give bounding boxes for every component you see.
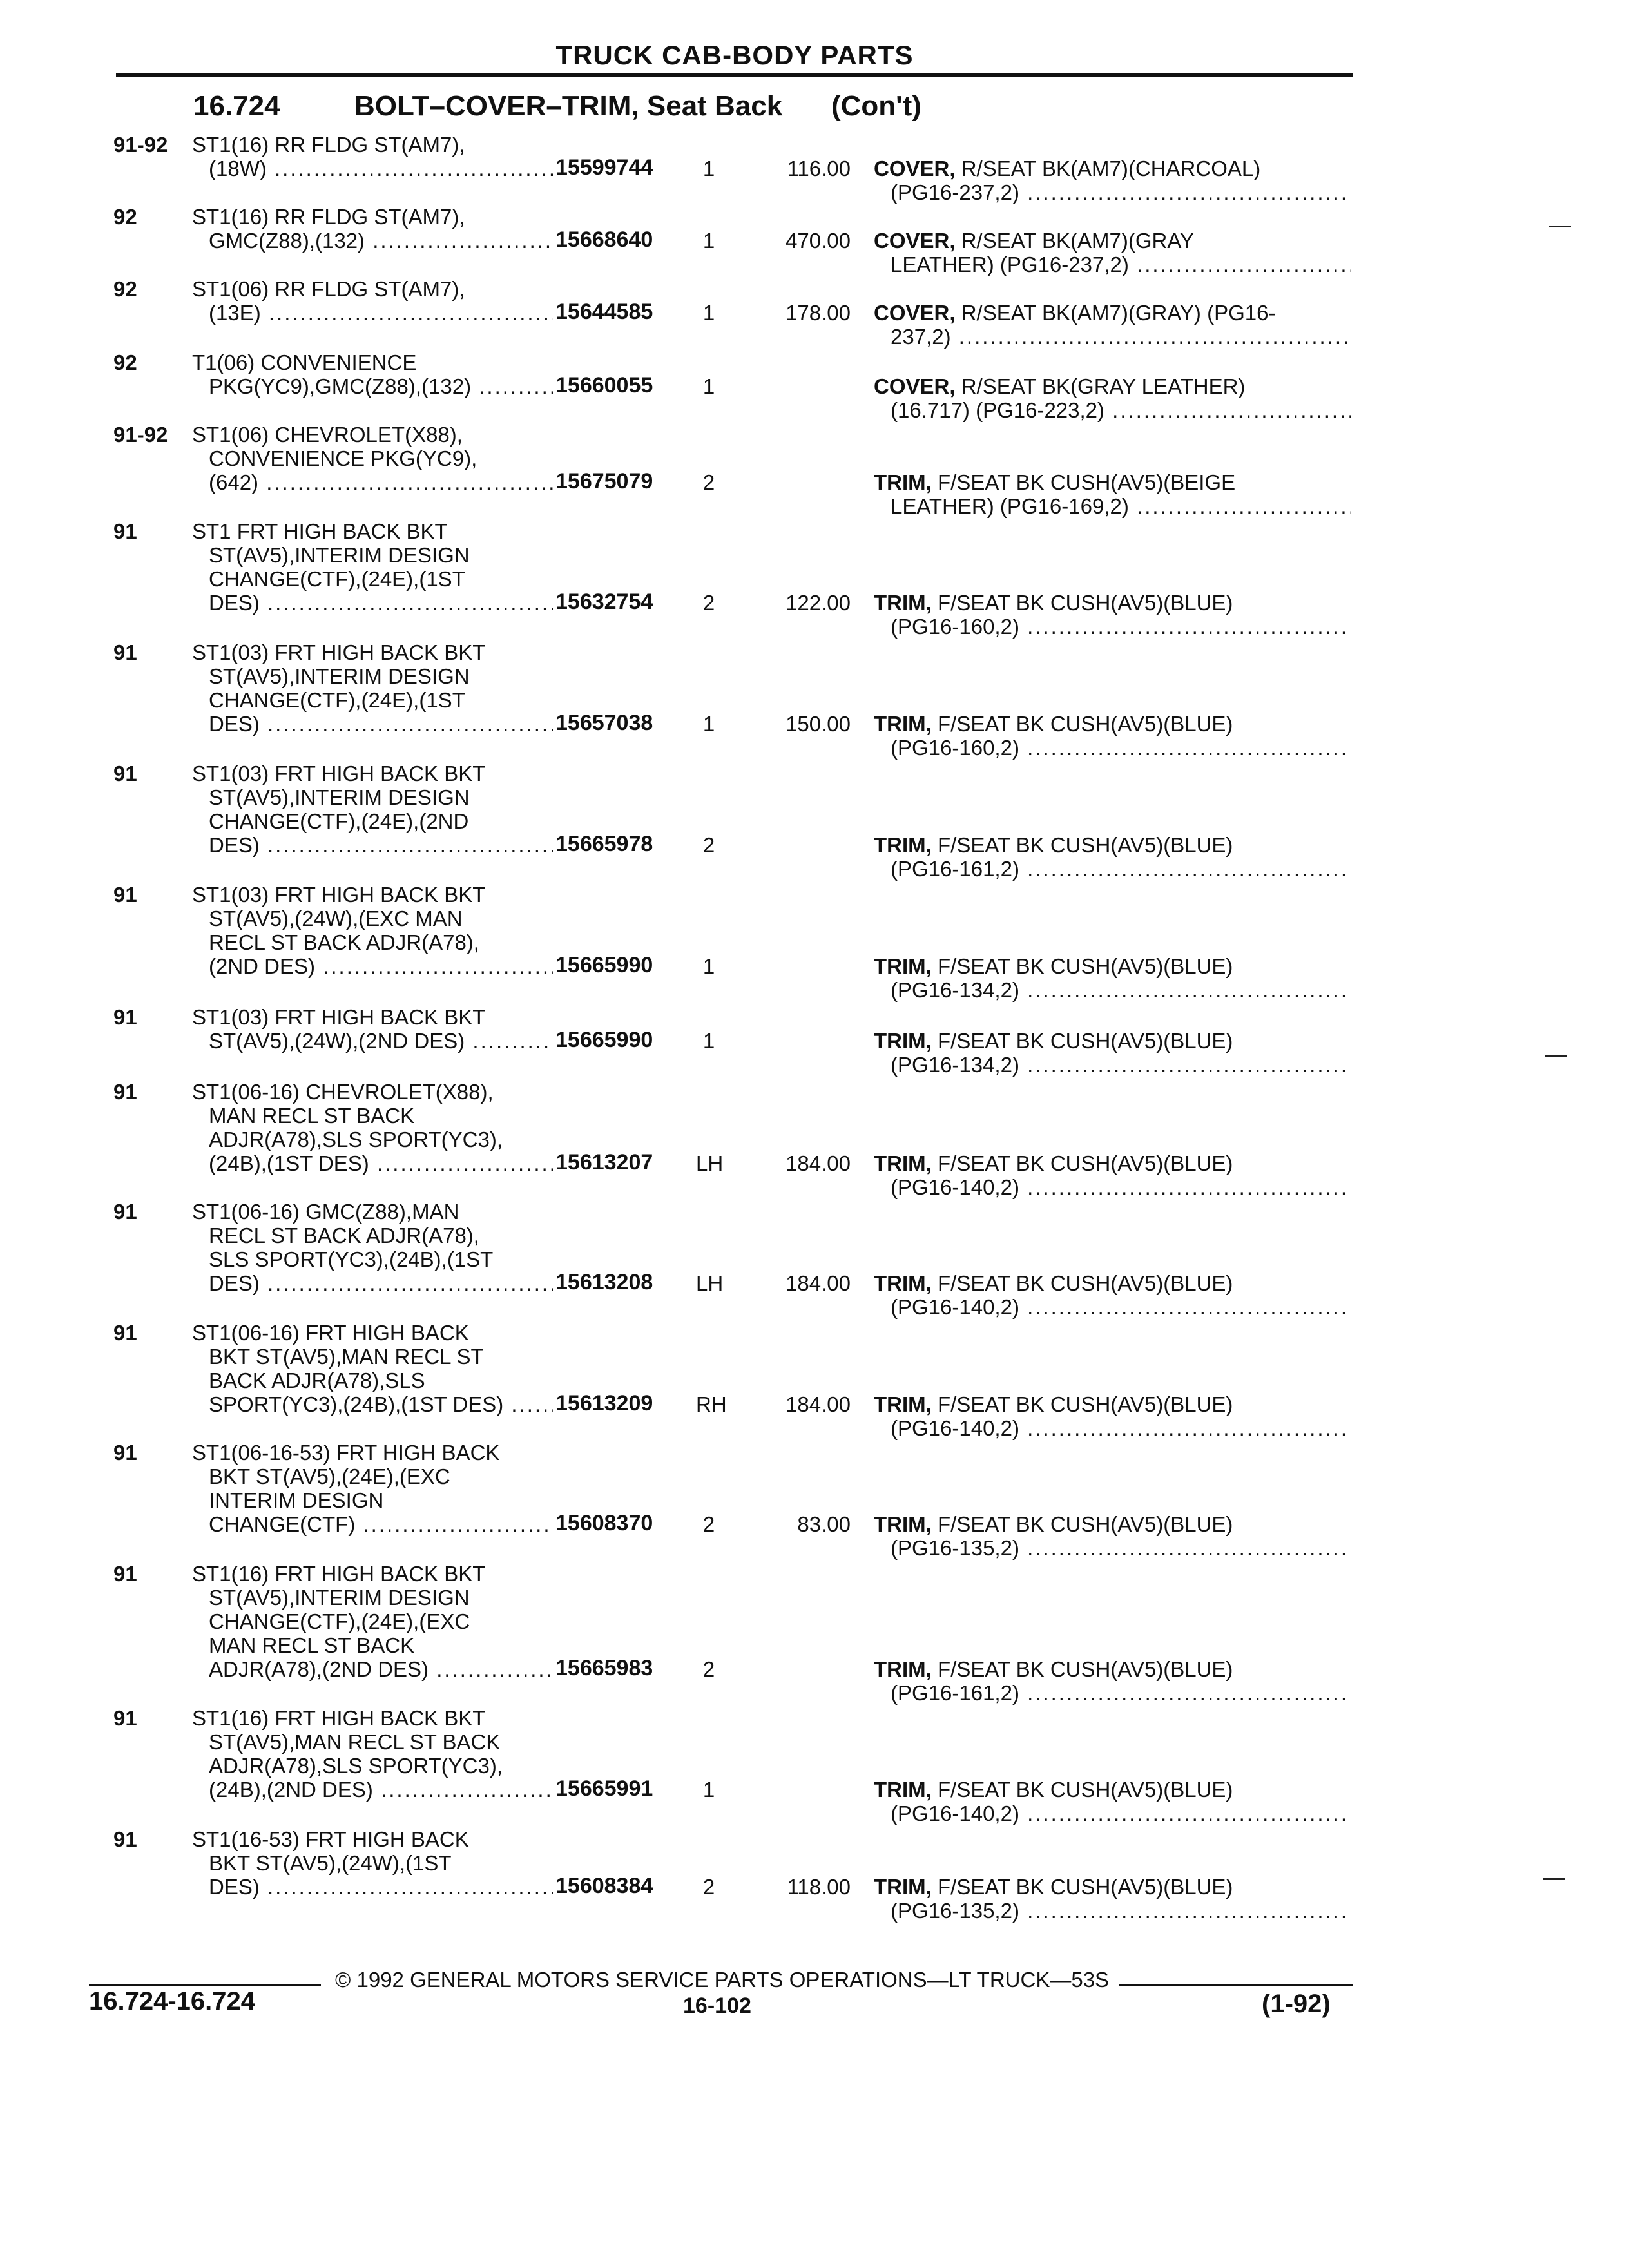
- catalog-keyword: COVER,: [874, 229, 956, 253]
- catalog-line: [874, 301, 1351, 325]
- model-year: 91: [113, 1200, 137, 1224]
- quantity: RH: [696, 1392, 727, 1416]
- usage-description: [192, 1441, 553, 1536]
- catalog-reference: (PG16-160,2) .....: [874, 615, 1351, 639]
- part-number: 15632754: [555, 590, 653, 614]
- catalog-keyword: TRIM,: [874, 1029, 932, 1053]
- usage-line: ADJR(A78),SLS SPORT(YC3),: [209, 1754, 503, 1778]
- usage-line: BKT ST(AV5),MAN RECL ST: [209, 1345, 484, 1369]
- catalog-detail: F/SEAT BK CUSH(AV5)(BLUE): [938, 1875, 1233, 1899]
- usage-line: ST1(06-16) GMC(Z88),MAN: [192, 1200, 459, 1224]
- usage-line: CHANGE(CTF),(24E),(2ND: [209, 809, 469, 833]
- catalog-keyword: TRIM,: [874, 1271, 932, 1295]
- catalog-detail: R/SEAT BK(AM7)(CHARCOAL): [961, 157, 1261, 180]
- price: 83.00: [797, 1512, 851, 1536]
- catalog-keyword: COVER,: [874, 301, 956, 325]
- catalog-reference: LEATHER) (PG16-237,2) .....: [874, 253, 1351, 276]
- catalog-reference: (PG16-134,2) .....: [874, 1053, 1351, 1077]
- usage-line: ST(AV5),INTERIM DESIGN: [209, 664, 470, 688]
- usage-line: ADJR(A78),SLS SPORT(YC3),: [209, 1128, 503, 1151]
- footer-rule-right: [1119, 1984, 1353, 1986]
- catalog-line: [874, 1778, 1351, 1802]
- usage-line: DES) .....: [192, 1271, 553, 1295]
- usage-description: [192, 1827, 553, 1899]
- part-number: 15599744: [555, 155, 653, 180]
- usage-line: SLS SPORT(YC3),(24B),(1ST: [209, 1247, 494, 1271]
- usage-line: ST1(16-53) FRT HIGH BACK: [192, 1827, 469, 1851]
- usage-line: CHANGE(CTF),(24E),(1ST: [209, 567, 465, 591]
- section-title: BOLT–COVER–TRIM, Seat Back: [354, 90, 783, 122]
- price: 184.00: [786, 1271, 851, 1295]
- usage-line: (18W) .....: [192, 157, 553, 180]
- catalog-keyword: TRIM,: [874, 954, 932, 978]
- usage-line: CHANGE(CTF),(24E),(EXC: [209, 1610, 470, 1633]
- usage-line: ST1(03) FRT HIGH BACK BKT: [192, 762, 486, 785]
- usage-line: ST1(06-16) CHEVROLET(X88),: [192, 1080, 494, 1104]
- usage-description: [192, 1706, 553, 1802]
- usage-line: ST1(06) CHEVROLET(X88),: [192, 423, 463, 447]
- catalog-detail: F/SEAT BK CUSH(AV5)(BEIGE: [938, 470, 1236, 494]
- catalog-description: [874, 229, 1351, 276]
- usage-line: ST1(03) FRT HIGH BACK BKT: [192, 640, 486, 664]
- catalog-line: [874, 1512, 1351, 1536]
- price: 470.00: [786, 229, 851, 253]
- usage-line: ST(AV5),(24W),(EXC MAN: [209, 907, 463, 930]
- catalog-keyword: TRIM,: [874, 712, 932, 736]
- quantity: 1: [702, 712, 715, 736]
- catalog-reference: (16.717) (PG16-223,2) .....: [874, 398, 1351, 422]
- usage-description: [192, 423, 553, 494]
- catalog-keyword: TRIM,: [874, 470, 932, 494]
- margin-mark: [1545, 1055, 1567, 1057]
- section-continued: (Con't): [831, 90, 921, 122]
- catalog-line: [874, 712, 1351, 736]
- catalog-description: [874, 470, 1351, 518]
- quantity: 1: [702, 301, 715, 325]
- model-year: 91: [113, 1827, 137, 1851]
- usage-description: [192, 133, 553, 180]
- catalog-description: [874, 1029, 1351, 1077]
- catalog-line: [874, 1875, 1351, 1899]
- usage-line: RECL ST BACK ADJR(A78),: [209, 930, 479, 954]
- price: 184.00: [786, 1151, 851, 1175]
- usage-description: [192, 205, 553, 253]
- price: 116.00: [787, 157, 851, 180]
- part-number: 15665983: [555, 1656, 653, 1680]
- catalog-detail: F/SEAT BK CUSH(AV5)(BLUE): [938, 1778, 1233, 1802]
- usage-line: ST1(03) FRT HIGH BACK BKT: [192, 1005, 486, 1029]
- catalog-description: [874, 301, 1351, 349]
- quantity: 2: [702, 1875, 715, 1899]
- part-number: 15665990: [555, 1028, 653, 1052]
- footer-page-number: 16-102: [683, 1994, 751, 2018]
- usage-line: CHANGE(CTF),(24E),(1ST: [209, 688, 465, 712]
- model-year: 91: [113, 762, 137, 785]
- usage-line: CHANGE(CTF) .....: [192, 1512, 553, 1536]
- quantity: 2: [702, 833, 715, 857]
- catalog-reference: (PG16-160,2) .....: [874, 736, 1351, 760]
- catalog-detail: F/SEAT BK CUSH(AV5)(BLUE): [938, 833, 1233, 857]
- quantity: 1: [702, 157, 715, 180]
- model-year: 92: [113, 277, 137, 301]
- footer-rule-left: [89, 1984, 321, 1986]
- catalog-keyword: TRIM,: [874, 1392, 932, 1416]
- part-number: 15613207: [555, 1150, 653, 1175]
- catalog-description: [874, 1392, 1351, 1440]
- quantity: 2: [702, 1512, 715, 1536]
- usage-line: (642) .....: [192, 470, 553, 494]
- catalog-keyword: COVER,: [874, 374, 956, 398]
- catalog-reference: (PG16-161,2) .....: [874, 857, 1351, 881]
- catalog-detail: F/SEAT BK CUSH(AV5)(BLUE): [938, 1512, 1233, 1536]
- catalog-description: [874, 954, 1351, 1002]
- part-number: 15675079: [555, 469, 653, 494]
- quantity: LH: [696, 1271, 724, 1295]
- catalog-line: [874, 229, 1351, 253]
- model-year: 91-92: [113, 133, 168, 157]
- usage-line: DES) .....: [192, 1875, 553, 1899]
- usage-line: BKT ST(AV5),(24W),(1ST: [209, 1851, 452, 1875]
- catalog-detail: R/SEAT BK(AM7)(GRAY) (PG16-: [961, 301, 1276, 325]
- model-year: 91: [113, 1441, 137, 1465]
- usage-line: ST1(03) FRT HIGH BACK BKT: [192, 883, 486, 907]
- margin-mark: [1543, 1878, 1565, 1880]
- catalog-line: [874, 1151, 1351, 1175]
- usage-description: [192, 1562, 553, 1681]
- catalog-description: [874, 712, 1351, 760]
- catalog-reference: LEATHER) (PG16-169,2) .....: [874, 494, 1351, 518]
- usage-description: [192, 640, 553, 736]
- quantity: 2: [702, 1657, 715, 1681]
- catalog-detail: F/SEAT BK CUSH(AV5)(BLUE): [938, 1657, 1233, 1681]
- usage-line: ST(AV5),(24W),(2ND DES) .....: [192, 1029, 553, 1053]
- catalog-reference: (PG16-135,2) .....: [874, 1899, 1351, 1923]
- part-number: 15613208: [555, 1270, 653, 1294]
- usage-line: ST1(16) RR FLDG ST(AM7),: [192, 205, 465, 229]
- catalog-reference: 237,2) .....: [874, 325, 1351, 349]
- catalog-line: [874, 833, 1351, 857]
- quantity: 1: [702, 1029, 715, 1053]
- quantity: 1: [702, 954, 715, 978]
- usage-description: [192, 1005, 553, 1053]
- part-number: 15608370: [555, 1511, 653, 1535]
- catalog-keyword: COVER,: [874, 157, 956, 180]
- model-year: 91: [113, 1005, 137, 1029]
- model-year: 91: [113, 640, 137, 664]
- catalog-keyword: TRIM,: [874, 591, 932, 615]
- catalog-detail: F/SEAT BK CUSH(AV5)(BLUE): [938, 1271, 1233, 1295]
- usage-line: BACK ADJR(A78),SLS: [209, 1369, 425, 1392]
- catalog-keyword: TRIM,: [874, 1657, 932, 1681]
- usage-line: GMC(Z88),(132) .....: [192, 229, 553, 253]
- model-year: 91: [113, 1562, 137, 1586]
- part-number: 15644585: [555, 300, 653, 324]
- usage-line: (24B),(1ST DES) .....: [192, 1151, 553, 1175]
- quantity: 1: [702, 229, 715, 253]
- catalog-description: [874, 1151, 1351, 1199]
- catalog-detail: R/SEAT BK(GRAY LEATHER): [961, 374, 1246, 398]
- usage-line: ADJR(A78),(2ND DES) .....: [192, 1657, 553, 1681]
- usage-description: [192, 883, 553, 978]
- usage-line: DES) .....: [192, 712, 553, 736]
- catalog-line: [874, 954, 1351, 978]
- usage-line: ST(AV5),INTERIM DESIGN: [209, 1586, 470, 1610]
- part-number: 15665978: [555, 832, 653, 856]
- price: 118.00: [787, 1875, 851, 1899]
- catalog-description: [874, 1512, 1351, 1560]
- usage-line: ST(AV5),MAN RECL ST BACK: [209, 1730, 501, 1754]
- catalog-reference: (PG16-237,2) .....: [874, 180, 1351, 204]
- catalog-detail: F/SEAT BK CUSH(AV5)(BLUE): [938, 954, 1233, 978]
- quantity: 1: [702, 374, 715, 398]
- catalog-line: [874, 1657, 1351, 1681]
- catalog-line: [874, 1271, 1351, 1295]
- catalog-line: [874, 1029, 1351, 1053]
- catalog-detail: R/SEAT BK(AM7)(GRAY: [961, 229, 1194, 253]
- model-year: 92: [113, 351, 137, 374]
- catalog-description: [874, 1875, 1351, 1923]
- catalog-keyword: TRIM,: [874, 1778, 932, 1802]
- catalog-reference: (PG16-140,2) .....: [874, 1295, 1351, 1319]
- usage-line: (13E) .....: [192, 301, 553, 325]
- usage-description: [192, 1200, 553, 1295]
- catalog-line: [874, 470, 1351, 494]
- model-year: 92: [113, 205, 137, 229]
- usage-description: [192, 1321, 553, 1416]
- usage-line: (24B),(2ND DES) .....: [192, 1778, 553, 1802]
- quantity: 2: [702, 470, 715, 494]
- catalog-description: [874, 1271, 1351, 1319]
- catalog-description: [874, 833, 1351, 881]
- usage-line: ST1(16) FRT HIGH BACK BKT: [192, 1562, 486, 1586]
- catalog-detail: F/SEAT BK CUSH(AV5)(BLUE): [938, 1392, 1233, 1416]
- part-number: 15657038: [555, 711, 653, 735]
- catalog-keyword: TRIM,: [874, 1512, 932, 1536]
- usage-line: ST1(06-16) FRT HIGH BACK: [192, 1321, 469, 1345]
- quantity: 2: [702, 591, 715, 615]
- usage-description: [192, 519, 553, 615]
- catalog-reference: (PG16-161,2) .....: [874, 1681, 1351, 1705]
- usage-description: [192, 277, 553, 325]
- usage-line: CONVENIENCE PKG(YC9),: [209, 447, 477, 470]
- price: 122.00: [786, 591, 851, 615]
- usage-description: [192, 1080, 553, 1175]
- catalog-line: [874, 157, 1351, 180]
- part-number: 15608384: [555, 1874, 653, 1898]
- catalog-keyword: TRIM,: [874, 833, 932, 857]
- usage-line: RECL ST BACK ADJR(A78),: [209, 1224, 479, 1247]
- part-number: 15668640: [555, 227, 653, 252]
- usage-line: (2ND DES) .....: [192, 954, 553, 978]
- footer-date: (1-92): [1262, 1990, 1331, 2018]
- section-number: 16.724: [193, 90, 280, 122]
- model-year: 91: [113, 883, 137, 907]
- catalog-detail: F/SEAT BK CUSH(AV5)(BLUE): [938, 1029, 1233, 1053]
- footer-copyright: © 1992 GENERAL MOTORS SERVICE PARTS OPERATIONS—LT TRUCK—53S: [335, 1968, 1110, 1992]
- usage-line: ST(AV5),INTERIM DESIGN: [209, 785, 470, 809]
- model-year: 91: [113, 519, 137, 543]
- usage-line: BKT ST(AV5),(24E),(EXC: [209, 1465, 450, 1488]
- quantity: 1: [702, 1778, 715, 1802]
- usage-line: ST1(06) RR FLDG ST(AM7),: [192, 277, 465, 301]
- catalog-description: [874, 591, 1351, 639]
- model-year: 91: [113, 1321, 137, 1345]
- catalog-reference: (PG16-140,2) .....: [874, 1416, 1351, 1440]
- usage-line: INTERIM DESIGN: [209, 1488, 384, 1512]
- catalog-keyword: TRIM,: [874, 1151, 932, 1175]
- quantity: LH: [696, 1151, 724, 1175]
- price: 178.00: [786, 301, 851, 325]
- usage-description: [192, 762, 553, 857]
- part-number: 15665991: [555, 1776, 653, 1801]
- model-year: 91: [113, 1080, 137, 1104]
- usage-line: PKG(YC9),GMC(Z88),(132) .....: [192, 374, 553, 398]
- price: 150.00: [786, 712, 851, 736]
- usage-line: SPORT(YC3),(24B),(1ST DES) .....: [192, 1392, 553, 1416]
- model-year: 91-92: [113, 423, 168, 447]
- catalog-detail: F/SEAT BK CUSH(AV5)(BLUE): [938, 1151, 1233, 1175]
- catalog-description: [874, 1657, 1351, 1705]
- usage-line: ST1(16) RR FLDG ST(AM7),: [192, 133, 465, 157]
- catalog-description: [874, 157, 1351, 204]
- usage-line: MAN RECL ST BACK: [209, 1104, 415, 1128]
- usage-line: DES) .....: [192, 591, 553, 615]
- catalog-line: [874, 1392, 1351, 1416]
- catalog-reference: (PG16-140,2) .....: [874, 1175, 1351, 1199]
- catalog-reference: (PG16-135,2) .....: [874, 1536, 1351, 1560]
- part-number: 15665990: [555, 953, 653, 977]
- catalog-detail: F/SEAT BK CUSH(AV5)(BLUE): [938, 591, 1233, 615]
- usage-line: T1(06) CONVENIENCE: [192, 351, 417, 374]
- usage-line: MAN RECL ST BACK: [209, 1633, 415, 1657]
- catalog-reference: (PG16-134,2) .....: [874, 978, 1351, 1002]
- catalog-line: [874, 591, 1351, 615]
- usage-line: DES) .....: [192, 833, 553, 857]
- usage-line: ST(AV5),INTERIM DESIGN: [209, 543, 470, 567]
- catalog-keyword: TRIM,: [874, 1875, 932, 1899]
- usage-description: [192, 351, 553, 398]
- footer-section-range: 16.724-16.724: [89, 1987, 256, 2015]
- catalog-description: [874, 1778, 1351, 1825]
- catalog-reference: (PG16-140,2) .....: [874, 1802, 1351, 1825]
- price: 184.00: [786, 1392, 851, 1416]
- catalog-description: [874, 374, 1351, 422]
- catalog-line: [874, 374, 1351, 398]
- catalog-detail: F/SEAT BK CUSH(AV5)(BLUE): [938, 712, 1233, 736]
- margin-mark: [1549, 226, 1571, 227]
- usage-line: ST1 FRT HIGH BACK BKT: [192, 519, 448, 543]
- part-number: 15660055: [555, 373, 653, 398]
- model-year: 91: [113, 1706, 137, 1730]
- page-title: TRUCK CAB-BODY PARTS: [555, 40, 914, 70]
- usage-line: ST1(06-16-53) FRT HIGH BACK: [192, 1441, 500, 1465]
- usage-line: ST1(16) FRT HIGH BACK BKT: [192, 1706, 486, 1730]
- part-number: 15613209: [555, 1391, 653, 1416]
